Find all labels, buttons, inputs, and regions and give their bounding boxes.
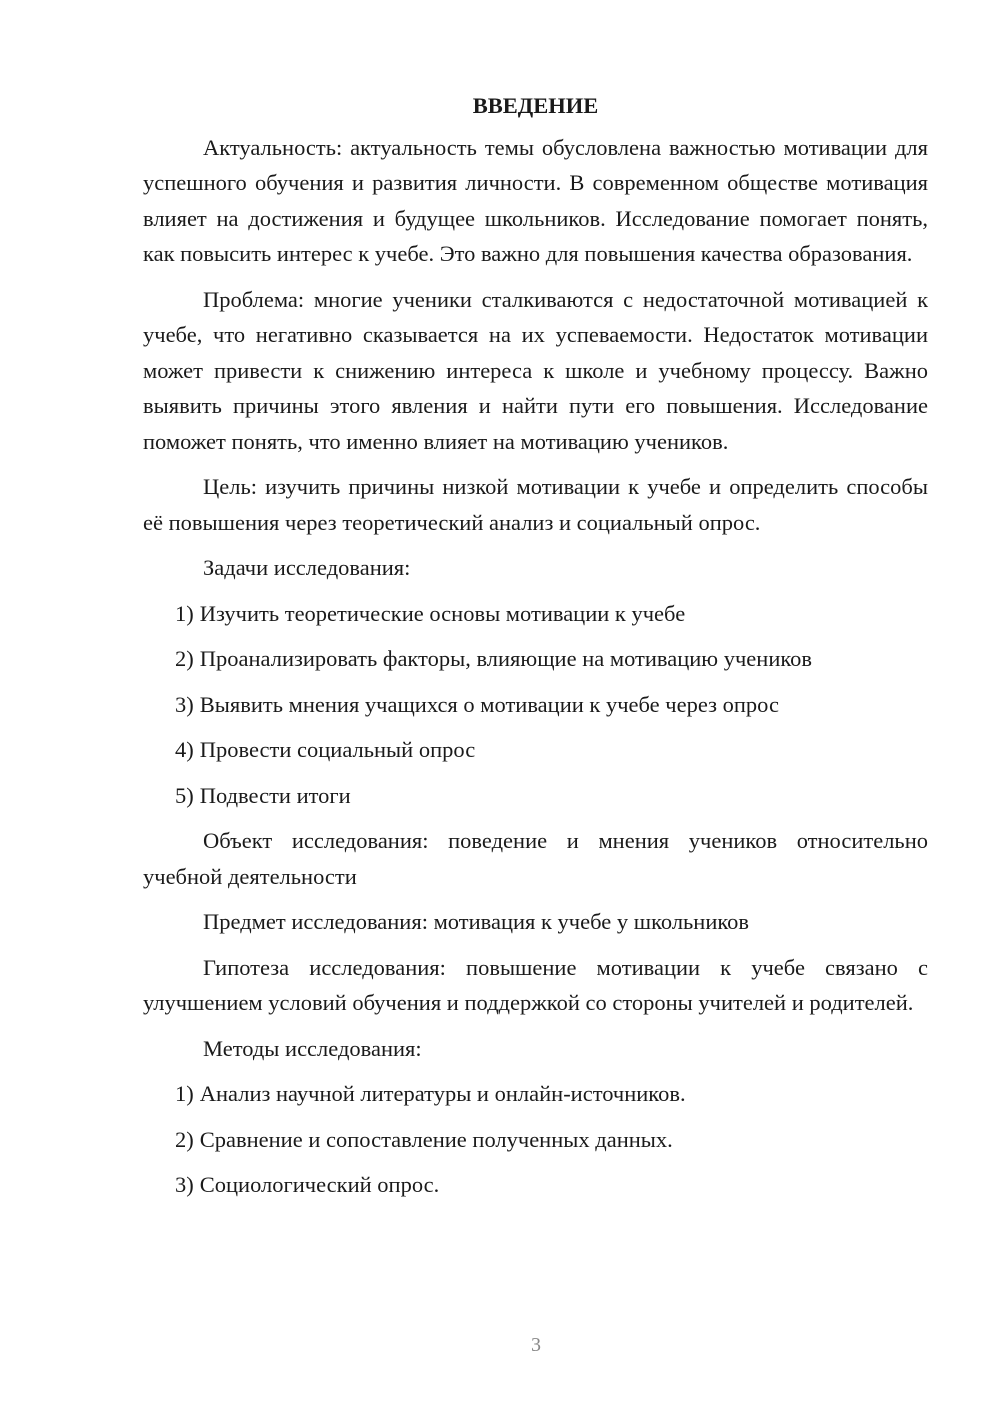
tasks-list: [143, 596, 928, 814]
methods-label: Методы исследования:: [203, 1035, 422, 1061]
list-item-number: 1): [175, 1081, 194, 1106]
section-title: ВВЕДЕНИЕ: [472, 93, 599, 118]
list-item-number: 3): [175, 691, 194, 717]
list-item-text: Выявить мнения учащихся о мотивации к учебе через опрос: [199, 691, 779, 717]
goal-paragraph: Цель: изучить причины низкой мотивации к учебе и определить способы её повышения через теоретический анализ и социальный опрос.: [143, 474, 928, 535]
list-item: [143, 687, 928, 723]
list-item-number: 5): [175, 782, 194, 808]
list-item-text: Провести социальный опрос: [199, 737, 476, 762]
list-item-text: Подвести итоги: [199, 782, 351, 808]
list-item-number: 2): [175, 1126, 194, 1152]
object-paragraph: Объект исследования: поведение и мнения учеников относительно учебной деятельности: [143, 828, 928, 889]
subject-paragraph: Предмет исследования: мотивация к учебе у школьников: [203, 909, 750, 934]
list-item: [143, 596, 928, 632]
list-item-text: Сравнение и сопоставление полученных данных.: [199, 1126, 673, 1152]
list-item-text: Социологический опрос.: [199, 1172, 440, 1197]
document-page: [143, 88, 928, 1213]
list-item-number: 4): [175, 737, 194, 762]
relevance-paragraph: Актуальность: актуальность темы обусловлена важностью мотивации для успешного обучения и развития личности. В современном обществе мотивация влияет на достижения и будущее школьников. Исследование помогает понять, как повысить интерес к учебе. Это важно для повышения качества образования.: [143, 134, 928, 266]
list-item-text: Анализ научной литературы и онлайн-источников.: [199, 1081, 686, 1106]
list-item: [143, 1167, 928, 1203]
tasks-label: Задачи исследования:: [203, 555, 411, 580]
methods-list: [143, 1076, 928, 1203]
list-item-text: Изучить теоретические основы мотивации к учебе: [199, 600, 686, 626]
list-item-number: 1): [175, 600, 194, 626]
list-item-text: Проанализировать факторы, влияющие на мотивацию учеников: [199, 646, 813, 671]
list-item: [143, 732, 928, 768]
list-item: [143, 1076, 928, 1112]
hypothesis-paragraph: Гипотеза исследования: повышение мотивации к учебе связано с улучшением условий обучения и поддержкой со стороны учителей и родителей.: [143, 954, 928, 1015]
page-number: 3: [531, 1334, 541, 1356]
list-item-number: 2): [175, 646, 194, 671]
problem-paragraph: Проблема: многие ученики сталкиваются с недостаточной мотивацией к учебе, что негативно сказывается на их успеваемости. Недостаток мотивации может привести к снижению интереса к школе и учебному процессу. Важно выявить причины этого явления и найти пути его повышения. Исследование поможет понять, что именно влияет на мотивацию учеников.: [143, 286, 928, 454]
list-item-number: 3): [175, 1172, 194, 1197]
list-item: [143, 778, 928, 814]
list-item: [143, 1122, 928, 1158]
list-item: [143, 641, 928, 677]
